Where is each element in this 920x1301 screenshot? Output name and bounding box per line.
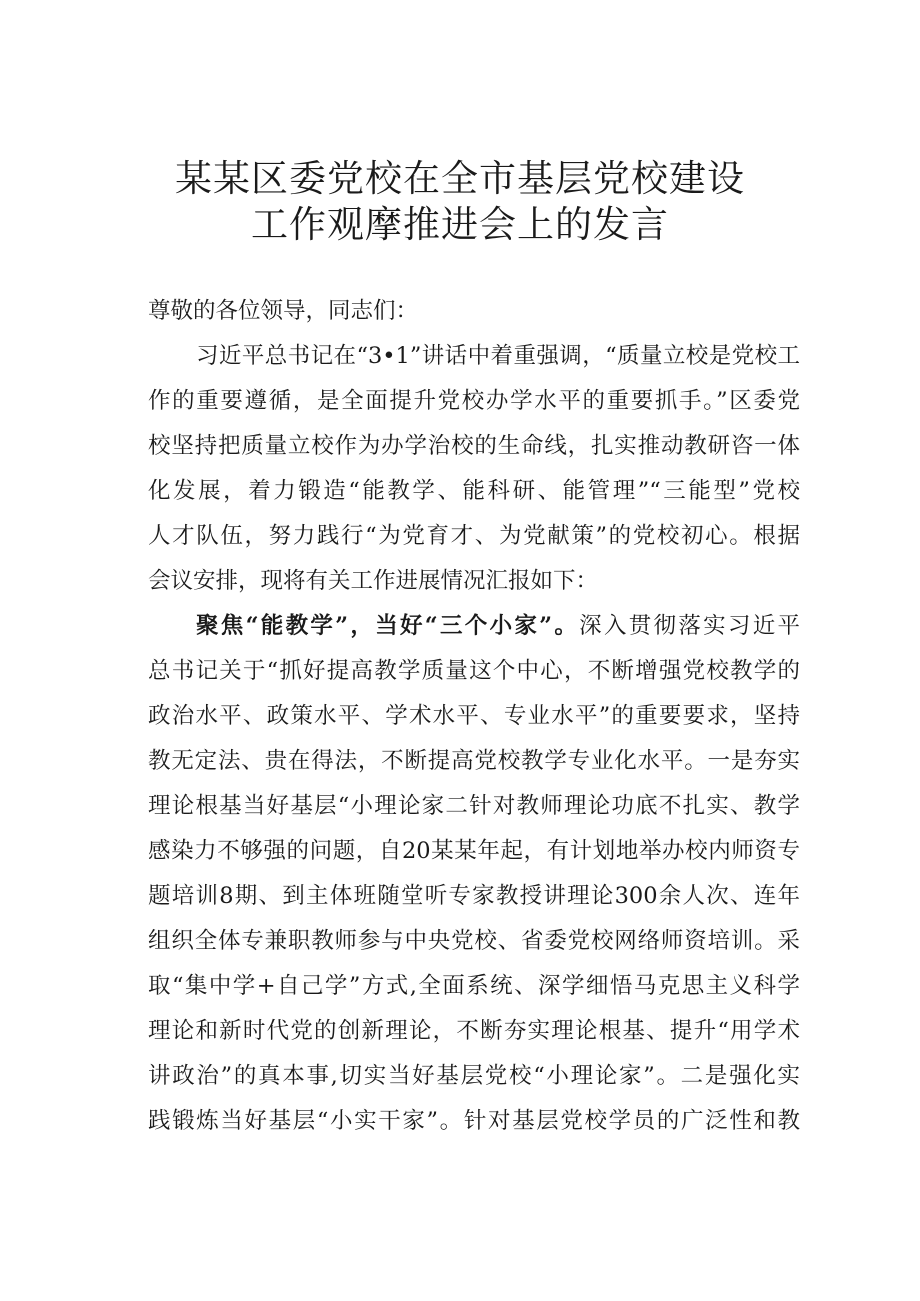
paragraph-1-line: 习近平总书记在“3•1”讲话中着重强调，“质量立校是党校工 bbox=[196, 343, 800, 369]
paragraph-1-line: 校坚持把质量立校作为办学治校的生命线，扎实推动教研咨一体 bbox=[148, 433, 800, 459]
paragraph-2-line: 取“集中学+自己学”方式,全面系统、深学细悟马克思主义科学 bbox=[148, 973, 800, 999]
paragraph-2-first-line-rest: 深入贯彻落实习近平 bbox=[579, 613, 800, 639]
paragraph-2-line: 感染力不够强的问题，自20某某年起，有计划地举办校内师资专 bbox=[148, 838, 800, 864]
paragraph-1-line: 作的重要遵循，是全面提升党校办学水平的重要抓手。”区委党 bbox=[148, 388, 800, 414]
paragraph-2-line: 讲政治”的真本事,切实当好基层党校“小理论家”。二是强化实 bbox=[148, 1063, 800, 1089]
paragraph-2-line: 教无定法、贵在得法，不断提高党校教学专业化水平。一是夯实 bbox=[148, 748, 800, 774]
paragraph-2-line: 政治水平、政策水平、学术水平、专业水平”的重要要求，坚持 bbox=[148, 703, 800, 729]
salutation: 尊敬的各位领导，同志们： bbox=[148, 298, 419, 324]
paragraph-1-line: 人才队伍，努力践行“为党育才、为党献策”的党校初心。根据 bbox=[148, 523, 800, 549]
paragraph-2-line: 组织全体专兼职教师参与中央党校、省委党校网络师资培训。采 bbox=[148, 928, 800, 954]
document-title-line-2: 工作观摩推进会上的发言 bbox=[251, 203, 669, 246]
paragraph-2-line: 理论根基当好基层“小理论家二针对教师理论功底不扎实、教学 bbox=[148, 793, 800, 819]
paragraph-1-line: 化发展，着力锻造“能教学、能科研、能管理”“三能型”党校 bbox=[148, 478, 800, 504]
document-title-line-1: 某某区委党校在全市基层党校建设 bbox=[175, 157, 745, 200]
paragraph-2-line: 题培训8期、到主体班随堂听专家教授讲理论300余人次、连年 bbox=[148, 883, 800, 909]
paragraph-2-first-line bbox=[196, 611, 800, 641]
paragraph-2-line: 践锻炼当好基层“小实干家”。针对基层党校学员的广泛性和教 bbox=[148, 1108, 800, 1134]
paragraph-2-line: 总书记关于“抓好提高教学质量这个中心，不断增强党校教学的 bbox=[148, 658, 800, 684]
paragraph-2-line: 理论和新时代党的创新理论，不断夯实理论根基、提升“用学术 bbox=[148, 1018, 800, 1044]
section-heading: 聚焦“能教学”，当好“三个小家”。 bbox=[196, 613, 580, 639]
paragraph-1-line: 会议安排，现将有关工作进展情况汇报如下： bbox=[148, 568, 599, 594]
